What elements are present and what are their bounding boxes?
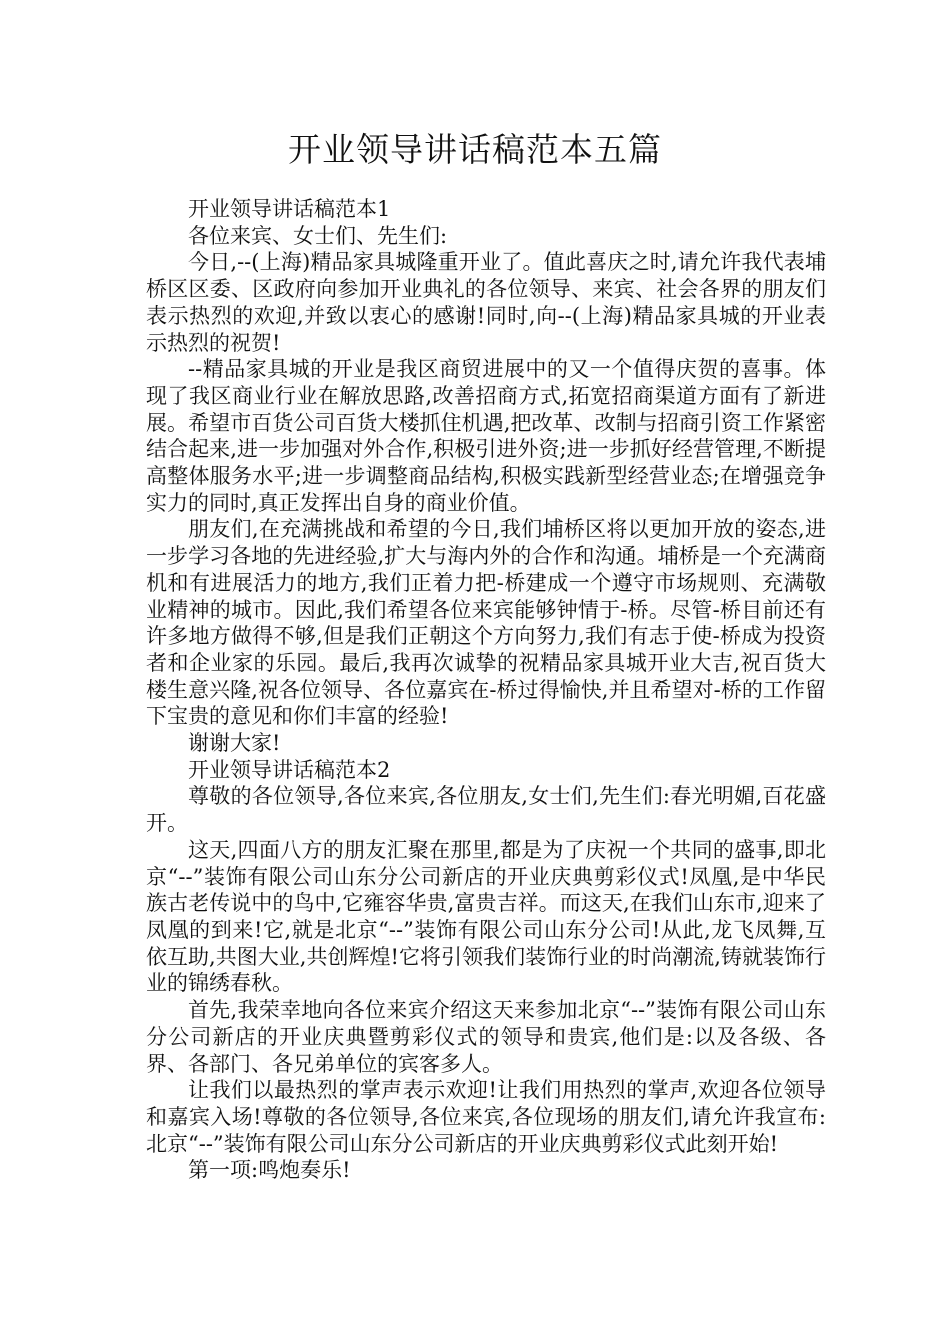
body-paragraph: 今日,--(上海)精品家具城隆重开业了。值此喜庆之时,请允许我代表埔桥区区委、区政府向参加开业典礼的各位领导、来宾、社会各界的朋友们表示热烈的欢迎,并致以衷心的感谢!同时,向--(上海)精品家具城的开业表示热烈的祝贺! — [146, 250, 826, 355]
body-paragraph: 这天,四面八方的朋友汇聚在那里,都是为了庆祝一个共同的盛事,即北京“--”装饰有限公司山东分公司新店的开业庆典剪彩仪式!凤凰,是中华民族古老传说中的鸟中,它雍容华贵,富贵吉祥。而这天,在我们山东市,迎来了凤凰的到来!它,就是北京“--”装饰有限公司山东分公司!从此,龙飞凤舞,互依互助,共图大业,共创辉煌!它将引领我们装饰行业的时尚潮流,铸就装饰行业的锦绣春秋。 — [146, 837, 826, 996]
document-title: 开业领导讲话稿范本五篇 — [288, 130, 662, 169]
salutation-paragraph: 尊敬的各位领导,各位来宾,各位朋友,女士们,先生们:春光明媚,百花盛开。 — [146, 784, 826, 836]
body-paragraph: 让我们以最热烈的掌声表示欢迎!让我们用热烈的掌声,欢迎各位领导和嘉宾入场!尊敬的各位领导,各位来宾,各位现场的朋友们,请允许我宣布:北京“--”装饰有限公司山东分公司新店的开业庆典剪彩仪式此刻开始! — [146, 1078, 826, 1156]
body-paragraph: 首先,我荣幸地向各位来宾介绍这天来参加北京“--”装饰有限公司山东分公司新店的开业庆典暨剪彩仪式的领导和贵宾,他们是:以及各级、各界、各部门、各兄弟单位的宾客多人。 — [146, 998, 826, 1076]
section-heading-2: 开业领导讲话稿范本2 — [188, 757, 391, 782]
section-heading-1: 开业领导讲话稿范本1 — [188, 197, 391, 221]
body-paragraph: 朋友们,在充满挑战和希望的今日,我们埔桥区将以更加开放的姿态,进一步学习各地的先进经验,扩大与海内外的合作和沟通。埔桥是一个充满商机和有进展活力的地方,我们正着力把-桥建成一个遵守市场规则、充满敬业精神的城市。因此,我们希望各位来宾能够钟情于-桥。尽管-桥目前还有许多地方做得不够,但是我们正朝这个方向努力,我们有志于使-桥成为投资者和企业家的乐园。最后,我再次诚挚的祝精品家具城开业大吉,祝百货大楼生意兴隆,祝各位领导、各位嘉宾在-桥过得愉快,并且希望对-桥的工作留下宝贵的意见和你们丰富的经验! — [146, 517, 826, 729]
body-paragraph: 第一项:鸣炮奏乐! — [188, 1158, 351, 1183]
document-body — [146, 196, 826, 1184]
body-paragraph: --精品家具城的开业是我区商贸进展中的又一个值得庆贺的喜事。体现了我区商业行业在解放思路,改善招商方式,拓宽招商渠道方面有了新进展。希望市百货公司百货大楼抓住机遇,把改革、改制与招商引资工作紧密结合起来,进一步加强对外合作,积极引进外资;进一步抓好经营管理,不断提高整体服务水平;进一步调整商品结构,积极实践新型经营业态;在增强竞争实力的同时,真正发挥出自身的商业价值。 — [146, 357, 826, 515]
salutation-paragraph: 各位来宾、女士们、先生们: — [188, 223, 448, 248]
closing-paragraph: 谢谢大家! — [188, 731, 281, 756]
